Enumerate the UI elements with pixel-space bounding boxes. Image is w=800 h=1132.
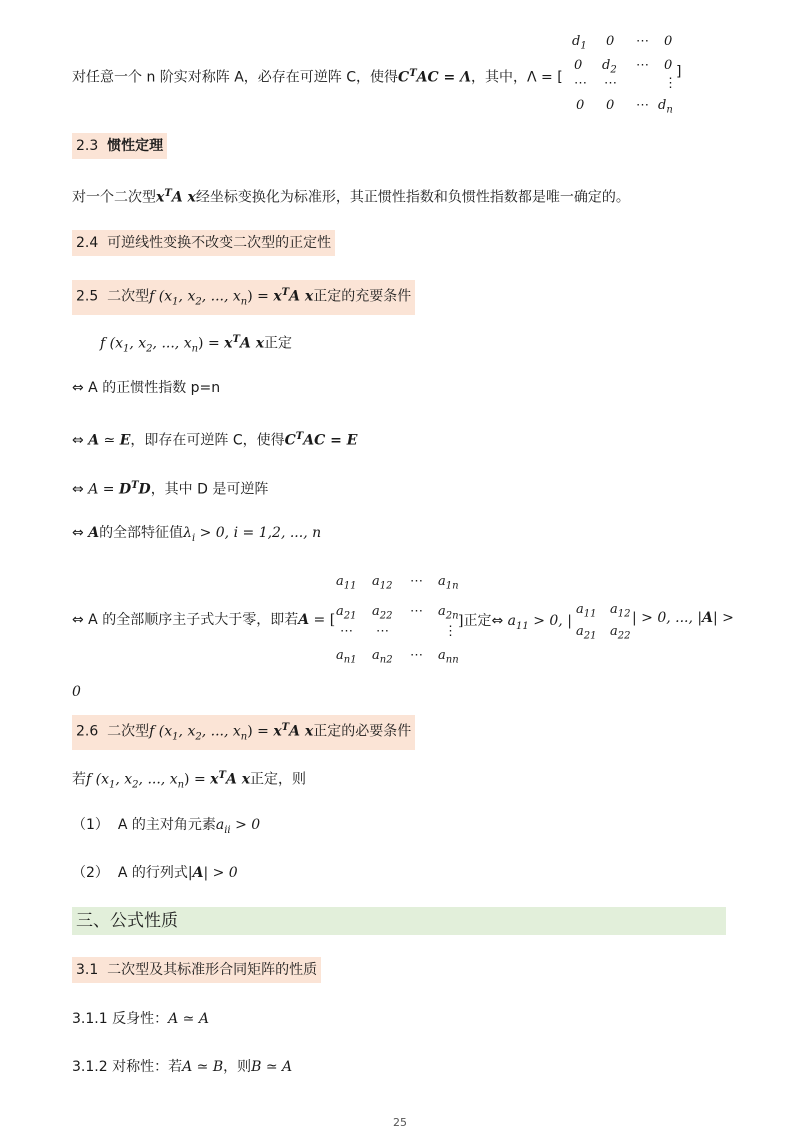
- minors-end: | > 0, ..., |A| >: [632, 610, 734, 626]
- condition-congruent-identity: ⇔ A ≃ E，即存在可逆阵 C，使得$C^TAC = E$: [72, 431, 358, 449]
- condition-principal-minors: ⇔ A 的全部顺序主子式大于零，即若A = [: [72, 612, 336, 628]
- section-3-heading: 三、公式性质: [72, 907, 726, 935]
- page-number: 25: [393, 1116, 407, 1129]
- minors-wrap: 0: [72, 684, 81, 700]
- necessary-condition-1: （1） A 的主对角元素$a_{ii} > 0$: [72, 817, 261, 836]
- symmetry: 3.1.2 对称性：若A ≃ B，则B ≃ A: [72, 1059, 293, 1075]
- heading-3-1: 3.1 二次型及其标准形合同矩阵的性质: [72, 957, 321, 983]
- condition-inertia-index: ⇔ A 的正惯性指数 p=n: [72, 380, 221, 396]
- necessary-condition-intro: 若f ($x_1$, $x_2$, ..., $x_n) = x^TA$ x正定，则: [72, 770, 307, 791]
- heading-2-6: 2.6 二次型f ($x_1$, $x_2$, ..., $x_n) = x^TA$ x正定的必要条件: [72, 715, 415, 750]
- reflexivity: 3.1.1 反身性：A ≃ A: [72, 1011, 209, 1027]
- heading-2-3: 2.3 惯性定理: [72, 133, 167, 159]
- heading-2-5: 2.5 二次型f ($x_1$, $x_2$, ..., $x_n) = x^TA$ x正定的充要条件: [72, 280, 415, 315]
- congruence-diagonal-statement: 对任意一个 n 阶实对称阵 A，必存在可逆阵 C，使得$C^TAC = \Lambda$，其中，Λ = [: [72, 68, 563, 86]
- necessary-condition-2: （2） A 的行列式|A| > 0: [72, 865, 238, 881]
- heading-2-4: 2.4 可逆线性变换不改变二次型的正定性: [72, 230, 335, 256]
- condition-positive-definite: f ($x_1$, $x_2$, ..., $x_n) = x^TA$ x正定: [100, 334, 293, 355]
- inertia-theorem-text: 对一个二次型$x^TA$ x经坐标变换化为标准形，其正惯性指数和负惯性指数都是唯一确定的。: [72, 188, 630, 206]
- condition-eigenvalues: ⇔ A的全部特征值$\lambda_i > 0$, i = 1,2, ..., n: [72, 525, 322, 544]
- condition-dtd: ⇔ $A = D^TD$，其中 D 是可逆阵: [72, 480, 269, 498]
- minors-tail: ]正定⇔ $a_{11} > 0$, |: [458, 613, 572, 632]
